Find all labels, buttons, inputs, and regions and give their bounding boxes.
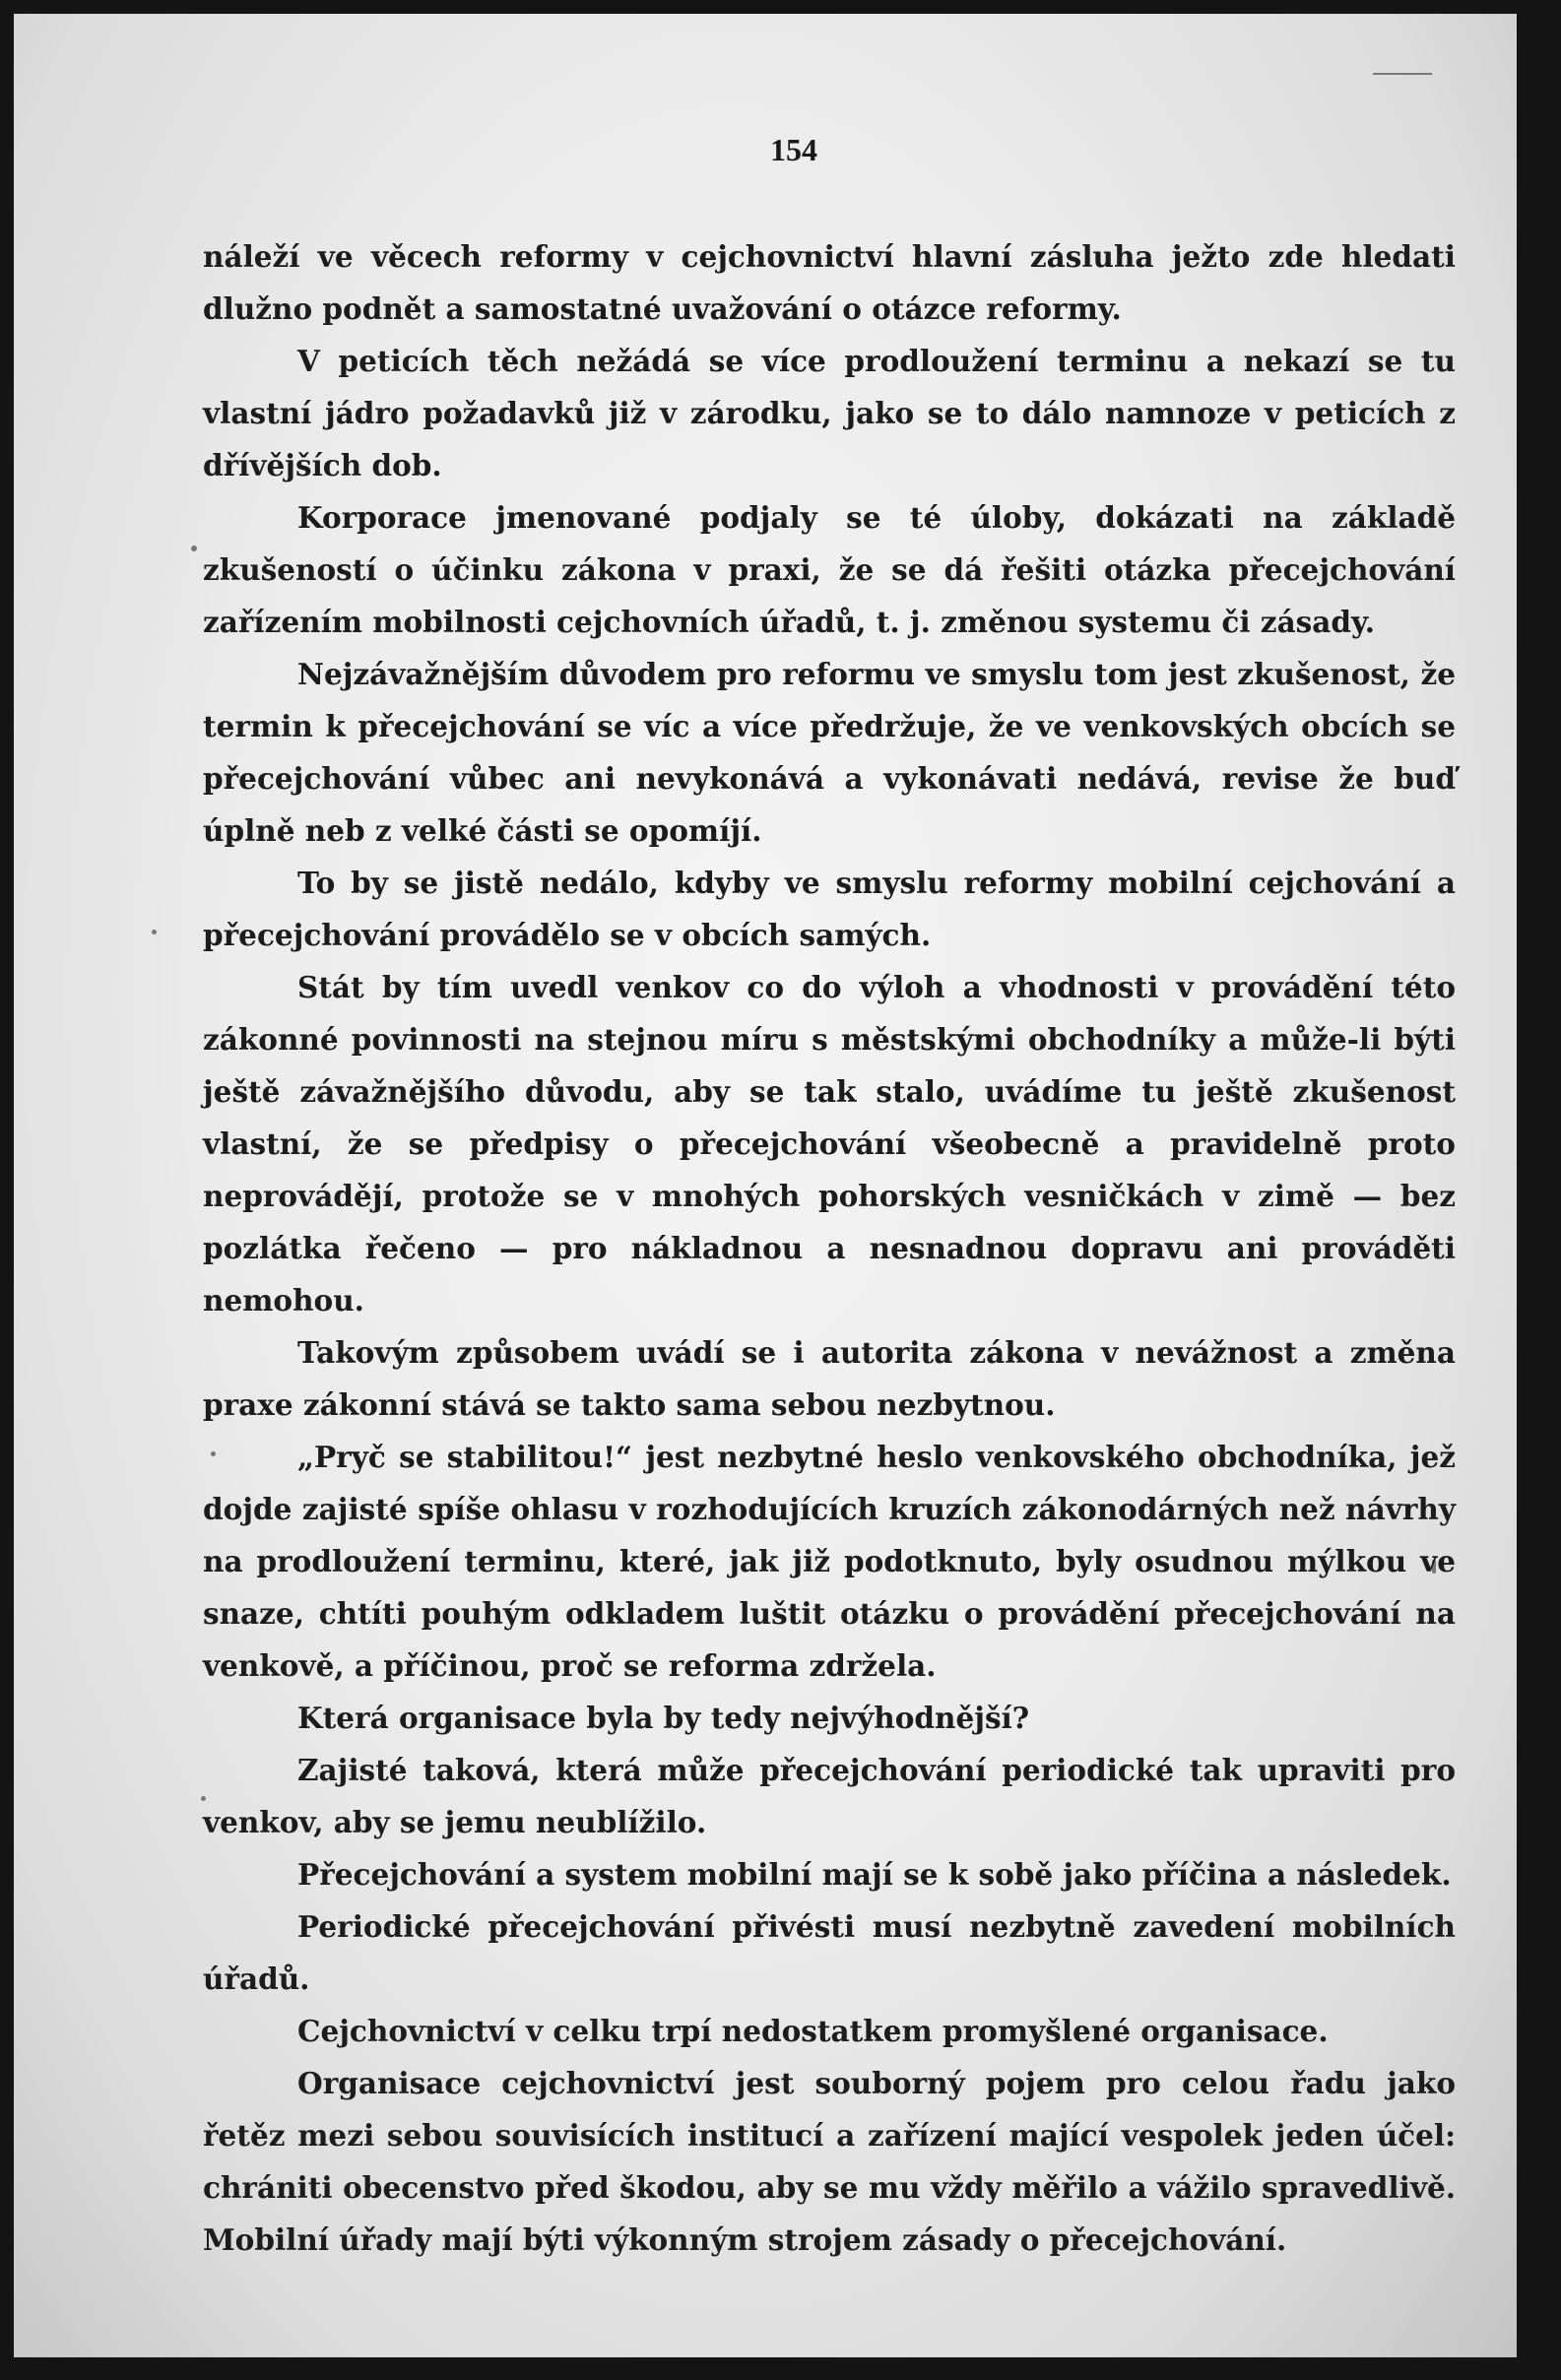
page-body bbox=[203, 230, 1456, 2266]
paragraph: Přecejchování a system mobilní mají se k sobě jako příčina a následek. bbox=[297, 1857, 1452, 1892]
paragraph: Nejzávažnějším důvodem pro reformu ve smyslu tom jest zkušenost, že termin k přecejchování se víc a více předržuje, že ve venkovských obcích se přecejchování vůbec ani nevykonává a vykonávati nedává, revise že buď úplně neb z velké části se opomíjí. bbox=[203, 657, 1456, 848]
book-page bbox=[14, 14, 1517, 2357]
paragraph: V peticích těch nežádá se více prodloužení terminu a nekazí se tu vlastní jádro požadavků již v zárodku, jako se to dálo namnoze v peticích z dřívějších dob. bbox=[203, 344, 1456, 482]
page-blemish bbox=[191, 546, 197, 551]
paragraph: Korporace jmenované podjaly se té úloby, dokázati na základě zkušeností o účinku zákona v praxi, že se dá řešiti otázka přecejchování zařízením mobilnosti cejchovních úřadů, t. j. změnou systemu či zásady. bbox=[203, 500, 1456, 639]
page-blemish bbox=[152, 930, 157, 934]
paragraph: Cejchovnictví v celku trpí nedostatkem promyšlené organisace. bbox=[297, 2014, 1329, 2048]
paragraph: To by se jistě nedálo, kdyby ve smyslu reformy mobilní cejchování a přecejchování provádělo se v obcích samých. bbox=[203, 866, 1456, 952]
paragraph: Organisace cejchovnictví jest souborný pojem pro celou řadu jako řetěz mezi sebou souvisících institucí a zařízení mající vespolek jeden účel: chrániti obecenstvo před škodou, aby se mu vždy měřilo a vážilo spravedlivě. Mobilní úřady mají býti výkonným strojem zásady o přecejchování. bbox=[203, 2066, 1456, 2257]
paragraph: Takovým způsobem uvádí se i autorita zákona v nevážnost a změna praxe zákonní stává se takto sama sebou nezbytnou. bbox=[203, 1335, 1456, 1422]
paragraph: „Pryč se stabilitou!“ jest nezbytné heslo venkovského obchodníka, jež dojde zajisté spíše ohlasu v rozhodujících kruzích zákonodárných než návrhy na prodloužení terminu, které, jak již podotknuto, byly osudnou mýlkou ve snaze, chtíti pouhým odkladem luštit otázku o provádění přecejchování na venkově, a příčinou, proč se reforma zdržela. bbox=[203, 1440, 1456, 1683]
paragraph: Zajisté taková, která může přecejchování periodické tak upraviti pro venkov, aby se jemu neublížilo. bbox=[203, 1753, 1456, 1839]
page-blemish bbox=[1373, 73, 1432, 75]
paragraph: Která organisace byla by tedy nejvýhodnější? bbox=[297, 1701, 1030, 1735]
paragraph: náleží ve věcech reformy v cejchovnictví hlavní zásluha ježto zde hledati dlužno podnět a samostatné uvažování o otázce reformy. bbox=[203, 239, 1456, 326]
page-number: 154 bbox=[770, 132, 817, 167]
paragraph: Stát by tím uvedl venkov co do výloh a vhodnosti v provádění této zákonné povinnosti na stejnou míru s městskými obchodníky a může-li býti ještě závažnějšího důvodu, aby se tak stalo, uvádíme tu ještě zkušenost vlastní, že se předpisy o přecejchování všeobecně a pravidelně proto neprovádějí, protože se v mnohých pohorských vesničkách v zimě — bez pozlátka řečeno — pro nákladnou a nesnadnou dopravu ani prováděti nemohou. bbox=[203, 970, 1456, 1318]
paragraph: Periodické přecejchování přivésti musí nezbytně zavedení mobilních úřadů. bbox=[203, 1909, 1456, 1996]
